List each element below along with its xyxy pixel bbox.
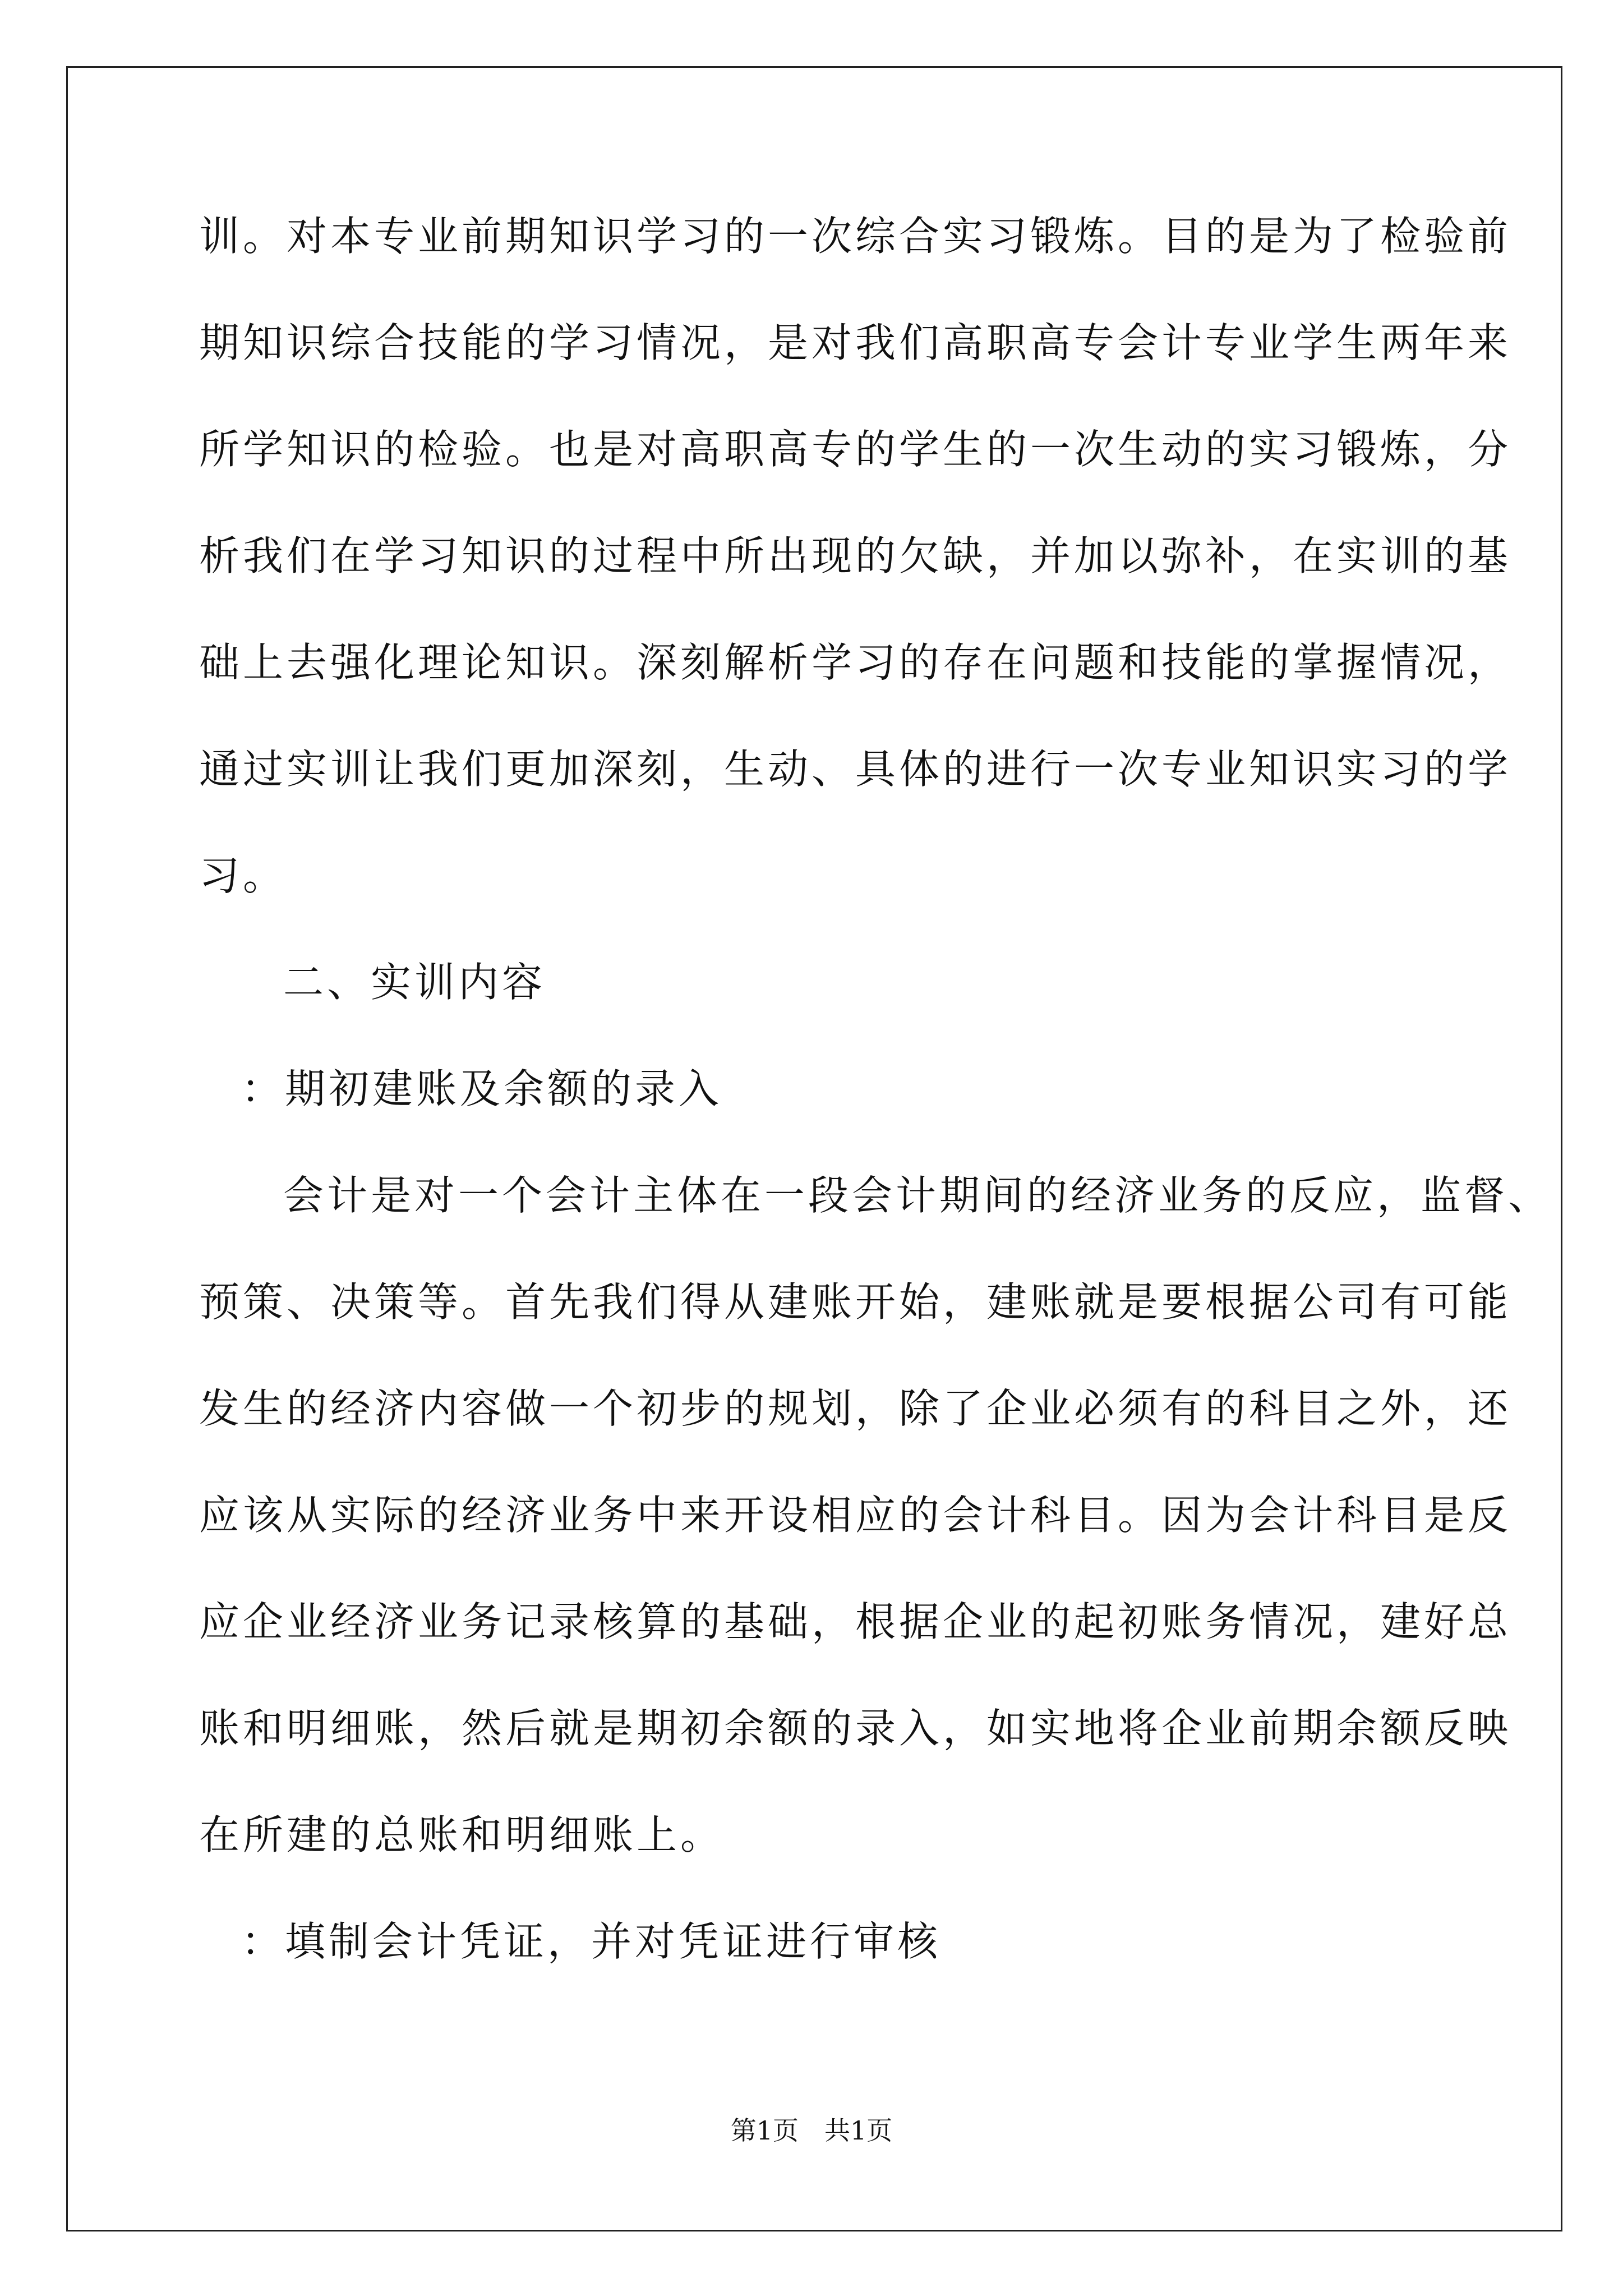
section-heading: 二、实训内容 <box>283 959 546 1006</box>
text-line: 账和明细账，然后就是期初余额的录入，如实地将企业前期余额反映 <box>199 1705 1512 1752</box>
subsection-heading: ：期初建账及余额的录入 <box>241 1065 723 1112</box>
text-line: 通过实训让我们更加深刻，生动、具体的进行一次专业知识实习的学 <box>199 746 1512 793</box>
text-line: 发生的经济内容做一个初步的规划，除了企业必须有的科目之外，还 <box>199 1385 1512 1432</box>
document-body <box>199 213 1552 2028</box>
text-line: 应该从实际的经济业务中来开设相应的会计科目。因为会计科目是反 <box>199 1492 1512 1539</box>
text-line: 所学知识的检验。也是对高职高专的学生的一次生动的实习锻炼，分 <box>199 426 1512 473</box>
text-line: 础上去强化理论知识。深刻解析学习的存在问题和技能的掌握情况， <box>199 639 1512 686</box>
text-line: 预策、决策等。首先我们得从建账开始，建账就是要根据公司有可能 <box>199 1278 1512 1326</box>
text-line: 析我们在学习知识的过程中所出现的欠缺，并加以弥补，在实训的基 <box>199 532 1512 579</box>
text-line: 在所建的总账和明细账上。 <box>199 1811 725 1858</box>
page-footer: 第1页 共1页 <box>730 2115 893 2146</box>
text-line: 期知识综合技能的学习情况，是对我们高职高专会计专业学生两年来 <box>199 319 1512 366</box>
text-line: 训。对本专业前期知识学习的一次综合实习锻炼。目的是为了检验前 <box>199 213 1512 260</box>
paragraph-first-line: 会计是对一个会计主体在一段会计期间的经济业务的反应，监督、 <box>283 1172 1552 1219</box>
subsection-heading: ：填制会计凭证，并对凭证进行审核 <box>241 1918 942 1965</box>
text-line: 习。 <box>199 852 287 899</box>
text-line: 应企业经济业务记录核算的基础，根据企业的起初账务情况，建好总 <box>199 1598 1512 1645</box>
